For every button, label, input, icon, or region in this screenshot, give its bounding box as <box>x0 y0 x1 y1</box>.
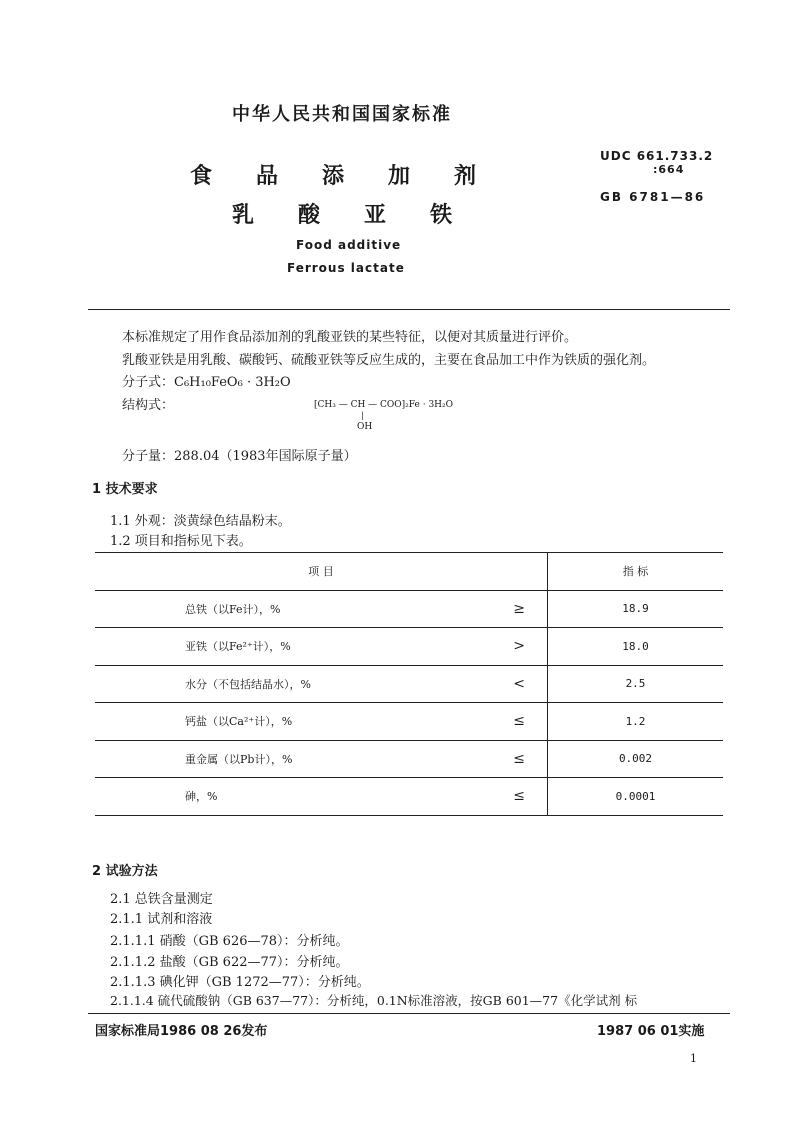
row-symbol: ≤ <box>415 778 548 816</box>
row-item: 总铁（以Fe计），% <box>185 602 281 616</box>
section-2-1-1-1: 2.1.1.1 硝酸（GB 626—78）：分析纯。 <box>110 934 349 949</box>
table-row <box>95 665 723 703</box>
row-value: 2.5 <box>625 677 646 691</box>
row-value: 18.0 <box>622 639 649 653</box>
structure-label: 结构式： <box>122 398 175 413</box>
section-1-heading: 1 技术要求 <box>92 482 158 497</box>
udc-code-line2: :664 <box>653 163 685 176</box>
section-2-heading: 2 试验方法 <box>92 864 158 879</box>
document-title-cn-line1: 食品添加剂 <box>190 163 521 189</box>
row-item: 重金属（以Pb计），% <box>185 752 293 766</box>
document-title-en-line2: Ferrous lactate <box>287 261 405 275</box>
table-row <box>95 590 723 628</box>
molecular-formula-line <box>122 371 291 390</box>
section-2-1-1: 2.1.1 试剂和溶液 <box>110 912 213 927</box>
row-item: 亚铁（以Fe²⁺计），% <box>185 640 291 654</box>
page-number: 1 <box>690 1052 697 1065</box>
row-symbol: ≤ <box>415 703 548 741</box>
row-item: 钙盐（以Ca²⁺计），% <box>185 715 293 729</box>
row-item: 水分（不包括结晶水），% <box>185 677 311 691</box>
molecular-mass: 分子量：288.04（1983年国际原子量） <box>122 449 357 464</box>
table-row <box>95 628 723 666</box>
table-row <box>95 703 723 741</box>
structural-formula-branch: OH <box>357 422 373 432</box>
document-title-en-line1: Food additive <box>296 238 402 252</box>
row-value: 0.002 <box>618 752 653 766</box>
row-symbol: ≤ <box>415 740 548 778</box>
molecular-formula: C₆H₁₀FeO₆ · 3H₂O <box>174 375 291 390</box>
document-title-cn-line2: 乳酸亚铁 <box>232 202 497 228</box>
table-row <box>95 740 723 778</box>
row-symbol: > <box>415 628 548 666</box>
row-value: 18.9 <box>622 602 649 616</box>
row-symbol: ≥ <box>415 590 548 628</box>
gb-code: GB 6781—86 <box>600 190 706 204</box>
row-value: 0.0001 <box>615 789 656 803</box>
intro-paragraph-2: 乳酸亚铁是用乳酸、碳酸钙、硫酸亚铁等反应生成的，主要在食品加工中作为铁质的强化剂。 <box>122 353 656 368</box>
udc-code-line1: UDC 661.733.2 <box>600 149 714 163</box>
issue-date: 国家标准局1986 08 26发布 <box>95 1024 268 1039</box>
table-header-row <box>95 553 723 591</box>
formula-label: 分子式： <box>122 375 175 390</box>
row-item: 砷，% <box>185 790 218 804</box>
column-header-item: 项 目 <box>95 553 548 591</box>
section-1-2: 1.2 项目和指标见下表。 <box>110 534 252 549</box>
column-header-index: 指 标 <box>622 565 649 579</box>
header-divider <box>88 309 730 310</box>
table-row <box>95 778 723 816</box>
section-2-1-1-2: 2.1.1.2 盐酸（GB 622—77）：分析纯。 <box>110 955 349 970</box>
country-standard-title: 中华人民共和国国家标准 <box>232 104 452 125</box>
intro-paragraph-1: 本标准规定了用作食品添加剂的乳酸亚铁的某些特征，以便对其质量进行评价。 <box>122 330 578 345</box>
row-symbol: < <box>415 665 548 703</box>
section-2-1-1-4: 2.1.1.4 硫代硫酸钠（GB 637—77）：分析纯，0.1N标准溶液，按GB 601—77《化学试剂 标 <box>110 993 638 1008</box>
structural-formula-bond: | <box>361 411 364 420</box>
row-value: 1.2 <box>625 714 646 728</box>
effective-date: 1987 06 01实施 <box>597 1024 705 1039</box>
specification-table <box>95 552 723 816</box>
structural-formula: [CH₃ — CH — COO]₂Fe · 3H₂O <box>314 400 454 410</box>
section-1-1: 1.1 外观：淡黄绿色结晶粉末。 <box>110 514 291 529</box>
section-2-1-1-3: 2.1.1.3 碘化钾（GB 1272—77）：分析纯。 <box>110 975 370 990</box>
footer-divider <box>88 1013 730 1014</box>
section-2-1: 2.1 总铁含量测定 <box>110 892 213 907</box>
